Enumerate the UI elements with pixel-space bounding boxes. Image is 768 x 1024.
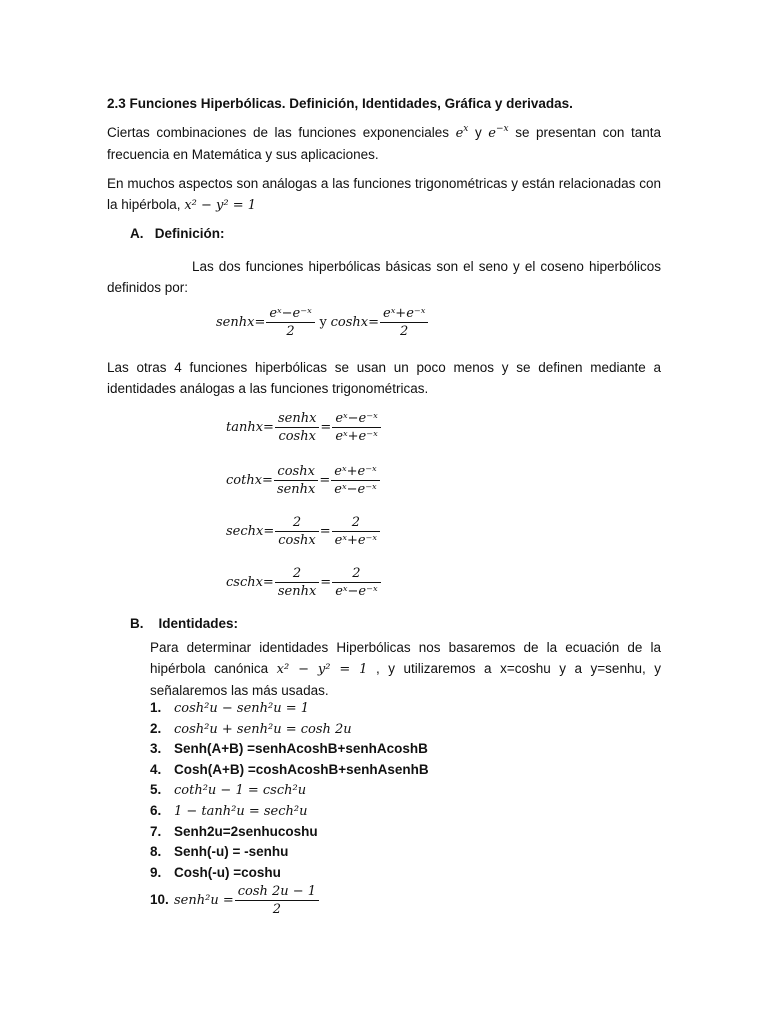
list-item: 3. Senh(A+B) =senhAcoshB+senhAcoshB: [150, 741, 428, 757]
list-item: 7. Senh2u=2senhucoshu: [150, 823, 318, 839]
list-item: 6. 1 − tanh²u = sech²u: [150, 802, 308, 819]
list-item: 10. senh²u = $\frac{\cosh 2u - 1}{2}$: [150, 883, 670, 915]
intro-paragraph-2: En muchos aspectos son análogas a las funciones trigonométricas y están relacionadas con la hipérbola, x² − y² = 1: [107, 176, 661, 213]
list-item: 4. Cosh(A+B) =coshAcoshB+senhAsenhB: [150, 761, 429, 777]
section-b-heading: B. Identidades:: [130, 616, 239, 631]
definition-text: Las dos funciones hiperbólicas básicas son el seno y el coseno hiperbólicos definidos por:: [107, 259, 661, 295]
list-item: 1. cosh²u − senh²u = 1: [150, 700, 310, 716]
intro-paragraph-1: Ciertas combinaciones de las funciones exponenciales $e^x$ y $e^{-x}$ se presentan con tanta frecuencia en Matemática y sus aplicaciones.: [107, 124, 661, 162]
list-item: 2. cosh²u + senh²u = cosh 2u: [150, 720, 352, 737]
identities-intro: Para determinar identidades Hiperbólicas nos basaremos de la ecuación de la hipérbola canónica x² − y² = 1 , y utilizaremos a x=coshu y a y=senhu, y señalaremos las más usadas.: [150, 640, 661, 698]
other-functions-text: Las otras 4 funciones hiperbólicas se usan un poco menos y se definen mediante a identidades análogas a las funciones trigonométricas.: [107, 360, 661, 396]
identities-list: [150, 698, 670, 918]
section-title: 2.3 Funciones Hiperbólicas. Definición, Identidades, Gráfica y derivadas.: [107, 96, 573, 111]
list-item: 9. Cosh(-u) =coshu: [150, 864, 281, 880]
definition-formula: senhx= $\frac{\text{eˣ−e⁻ˣ}}{2}$ y coshx= $\frac{\text{eˣ+e⁻ˣ}}{2}$: [216, 305, 429, 340]
hyperbola-equation: x² − y² = 1: [184, 198, 257, 213]
csch-formula: cschx= $\frac{2}{\text{senhx}}$ = $\frac{2}{\text{eˣ−e⁻ˣ}}$: [226, 565, 382, 600]
coth-formula: cothx= $\frac{\cosh x}{\text{senhx}}$ = $\frac{\text{eˣ+e⁻ˣ}}{\text{eˣ−e⁻ˣ}}$: [226, 463, 381, 498]
list-item: 5. coth²u − 1 = csch²u: [150, 782, 307, 799]
tanh-formula: tanhx= $\frac{\text{senhx}}{\cosh x}$ = $\frac{\text{eˣ−e⁻ˣ}}{\text{eˣ+e⁻ˣ}}$: [226, 410, 382, 445]
list-item: 8. Senh(-u) = -senhu: [150, 844, 289, 860]
section-a-heading: A. Definición:: [130, 226, 225, 241]
sech-formula: sechx= $\frac{2}{\cosh x}$ = $\frac{2}{\text{eˣ+e⁻ˣ}}$: [226, 514, 381, 549]
